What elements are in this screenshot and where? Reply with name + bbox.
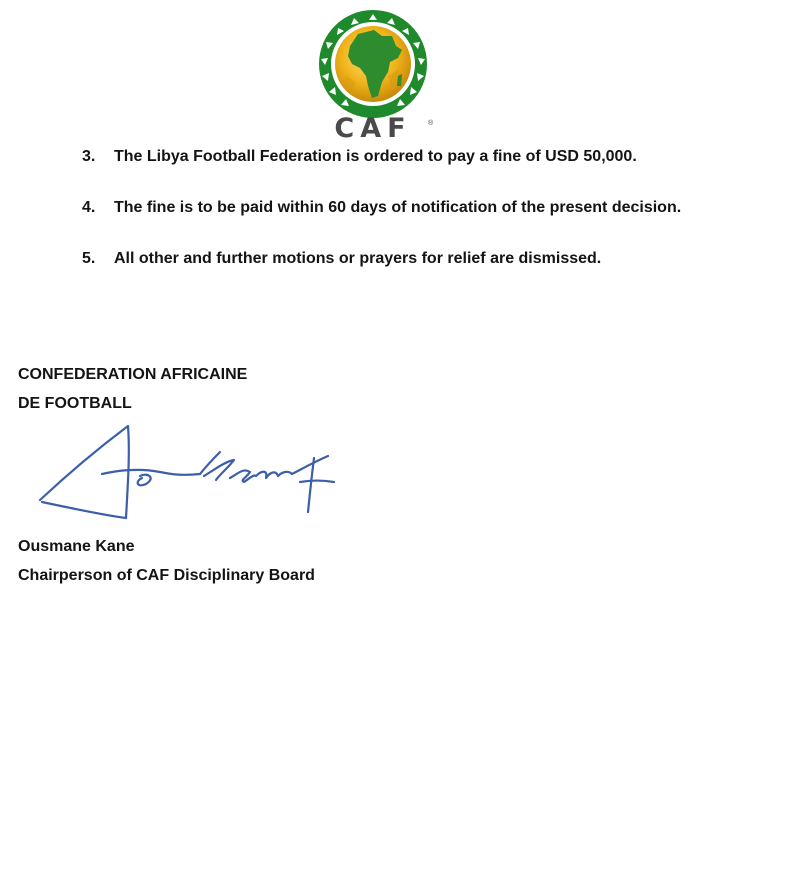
handwritten-signature: [30, 412, 360, 530]
decision-item-number: 4.: [82, 199, 96, 216]
decision-item: [82, 146, 681, 197]
organization-line-2: DE FOOTBALL: [18, 395, 132, 412]
decision-item: [82, 248, 681, 299]
organization-name: [18, 360, 247, 418]
caf-emblem-icon: [302, 6, 444, 118]
signature-icon: [30, 412, 360, 530]
signer-block: [18, 532, 315, 590]
caf-logo: [302, 6, 444, 146]
signer-name: Ousmane Kane: [18, 538, 135, 555]
decision-item: [82, 197, 681, 248]
decision-items-list: [82, 146, 681, 299]
caf-logo-text: CAF: [334, 113, 412, 144]
decision-item-text: The fine is to be paid within 60 days of notification of the present decision.: [114, 199, 682, 216]
organization-line-1: CONFEDERATION AFRICAINE: [18, 366, 248, 383]
decision-item-number: 3.: [82, 148, 96, 165]
decision-item-text: The Libya Football Federation is ordered to pay a fine of USD 50,000.: [114, 148, 637, 165]
decision-item-number: 5.: [82, 250, 96, 267]
registered-mark: ®: [428, 120, 434, 127]
decision-item-text: All other and further motions or prayers for relief are dismissed.: [114, 250, 602, 267]
signer-title: Chairperson of CAF Disciplinary Board: [18, 567, 315, 584]
